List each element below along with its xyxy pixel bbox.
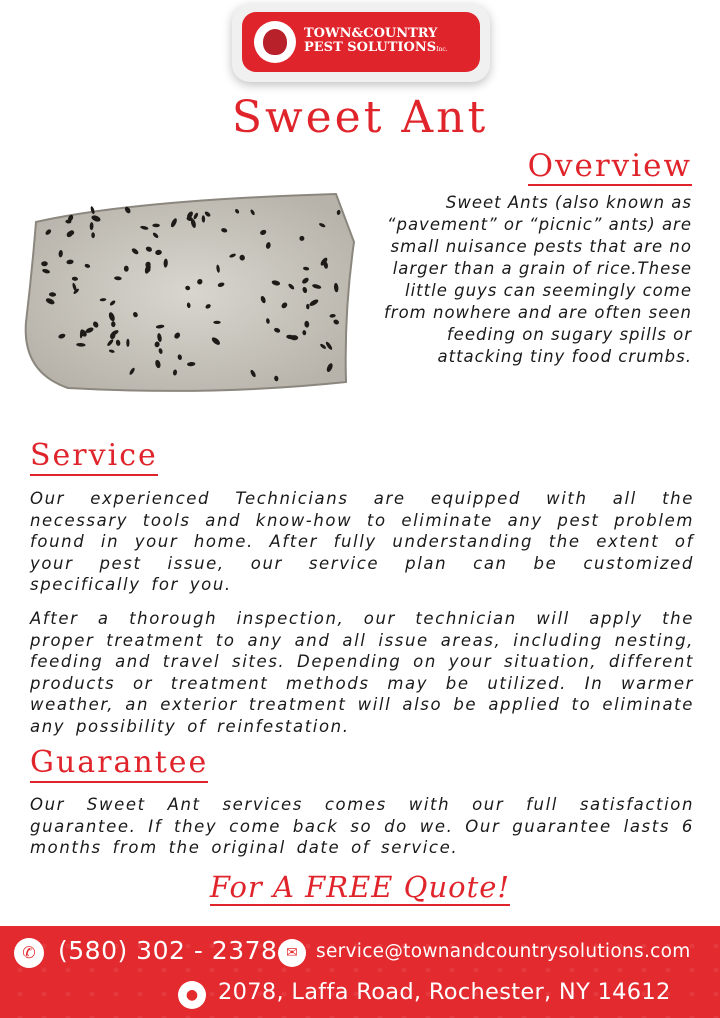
email-link[interactable]: service@townandcountrysolutions.com xyxy=(316,941,691,962)
overview-heading: Overview xyxy=(527,148,692,184)
logo-emblem-icon xyxy=(254,21,296,63)
logo-line-1: TOWN&COUNTRY xyxy=(304,26,438,41)
mail-icon: ✉ xyxy=(278,939,306,967)
service-paragraph-1: Our experienced Technicians are equipped with all the necessary tools and know-how to eliminate any pest problem found in your home. After fully understanding the extent of your pest issue, our service plan can be customized specifically for you. xyxy=(30,489,694,594)
logo-inc: Inc. xyxy=(436,46,448,53)
address-text[interactable]: 2078, Laffa Road, Rochester, NY 14612 xyxy=(218,979,671,1005)
overview-text: Sweet Ants (also known as “pavement” or “picnic” ants) are small nuisance pests that are no larger than a grain of rice.These little guys can seemingly come from nowhere and are often seen feeding on sugary spills or attacking tiny food crumbs. xyxy=(383,193,692,366)
phone-icon: ✆ xyxy=(14,938,44,968)
free-quote-text: For A FREE Quote! xyxy=(209,870,511,904)
logo-container xyxy=(232,4,490,82)
guarantee-text: Our Sweet Ant services comes with our full satisfaction guarantee. If they come back so do we. Our guarantee lasts 6 months from the original date of service. xyxy=(30,795,694,857)
contact-footer xyxy=(0,926,720,1018)
ants-on-sponge-image xyxy=(14,182,364,418)
company-logo[interactable] xyxy=(242,12,480,72)
guarantee-heading: Guarantee xyxy=(30,745,208,783)
location-pin-icon: ● xyxy=(178,981,206,1009)
service-heading: Service xyxy=(30,438,158,476)
logo-line-2: PEST SOLUTIONS xyxy=(304,40,437,55)
service-paragraph-2: After a thorough inspection, our technician will apply the proper treatment to any and all issue areas, including nesting, feeding and travel sites. Depending on your situation, different products or treatment methods may be utilized. In warmer weather, an exterior treatment will also be applied to eliminate any possibility of reinfestation. xyxy=(30,609,694,736)
page-title: Sweet Ant xyxy=(231,92,489,143)
free-quote-banner[interactable] xyxy=(0,870,720,904)
phone-number[interactable]: (580) 302 - 2378 xyxy=(58,936,278,965)
logo-text xyxy=(304,27,448,57)
